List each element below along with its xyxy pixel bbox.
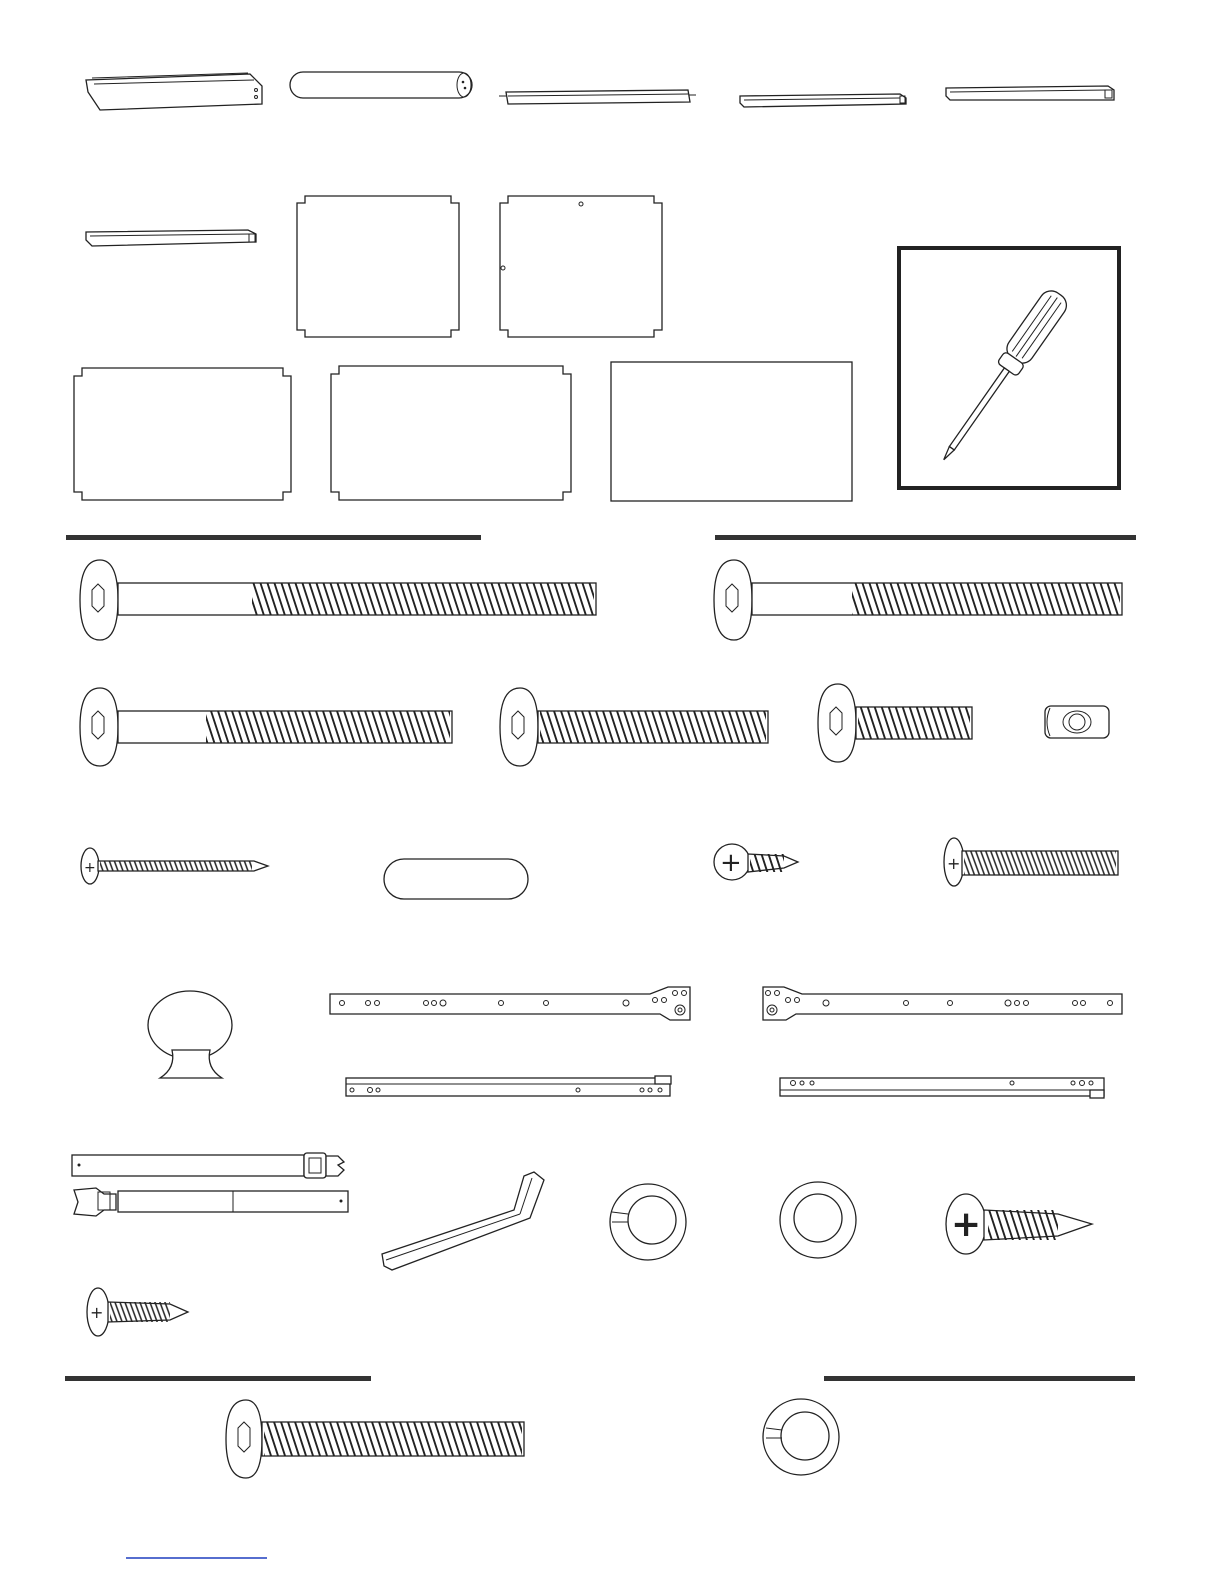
machine-screw <box>944 838 1118 886</box>
section-divider <box>66 535 481 540</box>
section-divider <box>824 1376 1135 1381</box>
drawer-slide-right <box>763 987 1122 1020</box>
plain-back-panel <box>611 362 852 501</box>
round-knob <box>148 991 232 1078</box>
drawer-runner-right <box>780 1078 1104 1098</box>
drawer-slide-left <box>330 987 690 1020</box>
small-square-rail <box>86 230 256 246</box>
svg-text:+: + <box>720 848 742 878</box>
wide-panel-d <box>331 366 571 500</box>
threaded-allen-bolt <box>500 688 768 766</box>
allen-key <box>382 1172 544 1270</box>
oval-cam-plug <box>384 859 528 899</box>
strap-pair <box>72 1153 348 1216</box>
notched-panel-a <box>297 196 459 337</box>
section-divider <box>715 535 1136 540</box>
tool-box <box>899 248 1119 488</box>
round-dowel-rod <box>290 72 472 98</box>
drilled-panel-b <box>500 196 662 337</box>
medium-allen-bolt <box>80 688 452 766</box>
svg-text:+: + <box>951 1204 982 1245</box>
large-drywall-screw <box>946 1194 1092 1254</box>
flat-washer <box>780 1182 856 1258</box>
pan-head-screw <box>87 1288 188 1336</box>
svg-text:+: + <box>84 860 96 876</box>
angled-front-rail <box>86 73 262 110</box>
pinned-top-rail <box>499 90 696 104</box>
drywall-screw <box>714 844 798 880</box>
barrel-nut <box>1045 706 1109 738</box>
svg-text:+: + <box>90 1303 104 1322</box>
extra-allen-bolt <box>226 1400 524 1478</box>
split-lock-washer <box>610 1184 686 1260</box>
drawer-runner-left <box>346 1076 671 1096</box>
short-allen-bolt <box>818 684 972 762</box>
long-allen-bolt-2 <box>714 560 1122 640</box>
svg-text:+: + <box>947 854 961 873</box>
wide-panel-c <box>74 368 291 500</box>
long-allen-bolt <box>80 560 596 640</box>
wood-screw <box>81 848 268 884</box>
extra-lock-washer <box>763 1399 839 1475</box>
long-square-rail <box>946 86 1114 100</box>
short-square-rail <box>740 94 906 107</box>
section-divider <box>65 1376 371 1381</box>
